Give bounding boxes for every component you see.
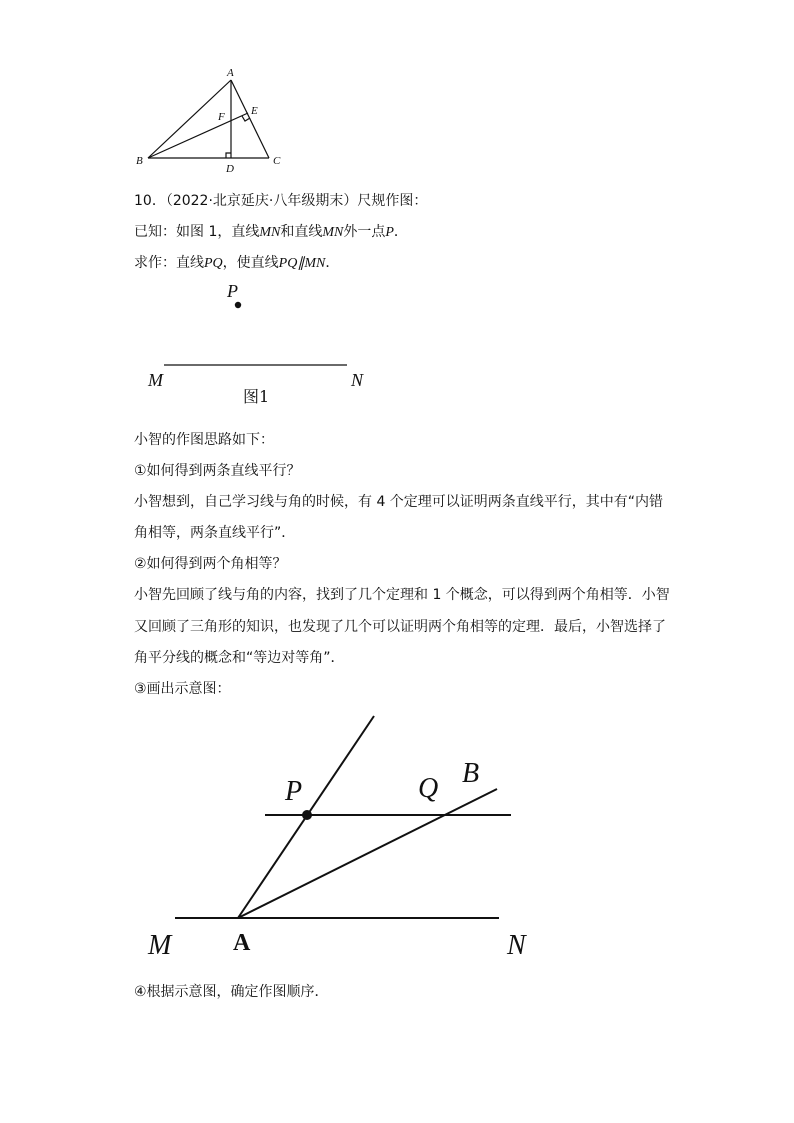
right-angle-mark-d: [226, 153, 231, 158]
point-p-2: [302, 810, 312, 820]
figure-1: [147, 281, 364, 406]
label-f: F: [218, 111, 225, 123]
step4-title: ④根据示意图，确定作图顺序．: [134, 984, 329, 1000]
ray-ab: [238, 789, 497, 918]
problem-heading: 10．（2022·北京延庆·八年级期末）尺规作图：: [134, 193, 428, 209]
step2-line1: 小智先回顾了线与角的内容，找到了几个定理和 1 个概念，可以得到两个角相等．小智: [134, 587, 670, 603]
label-e: E: [251, 105, 258, 117]
find-mid: ，使直线: [222, 255, 279, 271]
fig1-label-p: P: [227, 281, 238, 301]
find-pq: PQ: [204, 256, 223, 271]
problem-find: [134, 253, 339, 274]
point-p: [235, 302, 241, 308]
find-end: ．: [325, 255, 340, 271]
fig1-label-m: M: [148, 370, 163, 390]
step2-title: ②如何得到两个角相等？: [134, 556, 287, 572]
given-mid-2: 外一点: [343, 224, 386, 240]
fig1-caption: 图1: [243, 387, 270, 406]
given-mn-1: MN: [259, 225, 281, 240]
label-d: D: [226, 163, 234, 175]
step1-line2: 角相等，两条直线平行”．: [134, 525, 296, 541]
given-mid: 和直线: [280, 224, 323, 240]
fig2-label-a: A: [233, 930, 251, 956]
label-a: A: [227, 67, 234, 79]
fig2-label-n: N: [507, 930, 526, 961]
fig2-label-b: B: [462, 758, 480, 789]
given-mn-2: MN: [322, 225, 344, 240]
figure-2: [147, 716, 527, 961]
fig2-label-m: M: [148, 930, 172, 961]
step1-line1: 小智想到，自己学习线与角的时候，有 4 个定理可以证明两条直线平行，其中有“内错: [134, 494, 664, 510]
fig2-label-q: Q: [418, 773, 439, 804]
label-b: B: [136, 155, 143, 167]
step3-title: ③画出示意图：: [134, 681, 231, 697]
find-prefix: 求作：直线: [134, 255, 204, 271]
fig1-label-n: N: [351, 370, 364, 390]
step2-line2: 又回顾了三角形的知识，也发现了几个可以证明两个角相等的定理．最后，小智选择了: [134, 619, 666, 635]
given-end: ．: [393, 224, 408, 240]
step1-title: ①如何得到两条直线平行？: [134, 463, 301, 479]
altitude-be: [148, 113, 248, 158]
step2-line3: 角平分线的概念和“等边对等角”．: [134, 650, 345, 666]
given-prefix: 已知：如图 1，直线: [134, 224, 260, 240]
label-c: C: [273, 155, 281, 167]
fig2-label-p: P: [285, 776, 303, 807]
find-relation: PQ∥MN: [278, 256, 326, 271]
problem-given: [134, 222, 408, 243]
solution-intro: 小智的作图思路如下：: [134, 432, 274, 448]
segment-ac: [231, 80, 269, 158]
given-p: P: [385, 225, 394, 240]
